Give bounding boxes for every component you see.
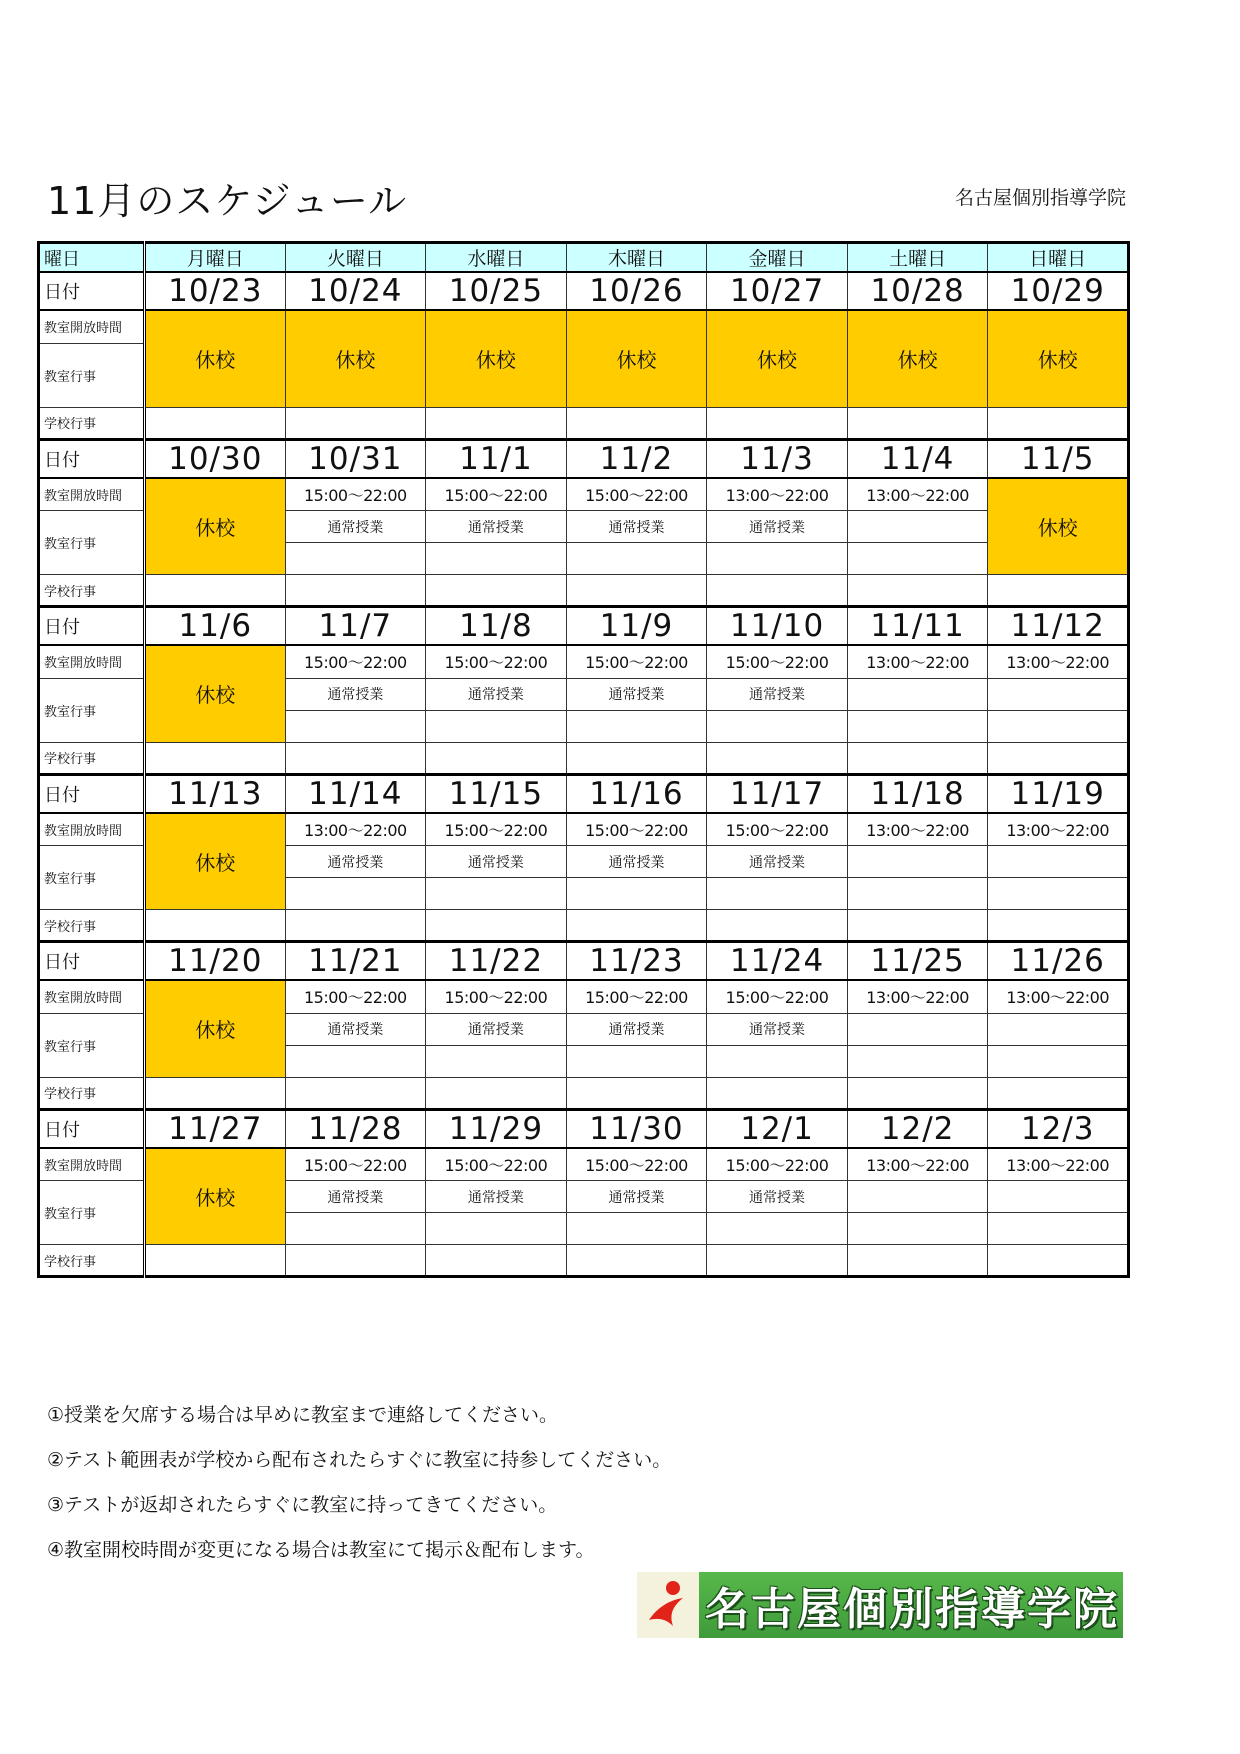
logo-mark-icon	[637, 1572, 699, 1638]
classroom-event-extra-cell	[566, 878, 707, 910]
date-cell: 10/24	[285, 272, 426, 310]
classroom-event-cell	[847, 511, 988, 543]
open-hours-cell: 13:00〜22:00	[988, 1148, 1129, 1181]
school-event-cell	[566, 910, 707, 942]
date-cell: 11/23	[566, 942, 707, 981]
date-row	[39, 942, 1129, 981]
date-cell: 11/8	[426, 607, 567, 646]
closed-cell: 休校	[145, 310, 286, 407]
school-events-label: 学校行事	[39, 575, 145, 607]
open-hours-row	[39, 1148, 1129, 1181]
school-events-row	[39, 910, 1129, 942]
date-cell: 10/31	[285, 439, 426, 478]
school-events-label: 学校行事	[39, 742, 145, 774]
closed-cell: 休校	[847, 310, 988, 407]
open-hours-cell: 15:00〜22:00	[426, 645, 567, 678]
classroom-event-extra-cell	[988, 878, 1129, 910]
open-hours-cell: 15:00〜22:00	[285, 1148, 426, 1181]
school-events-label: 学校行事	[39, 1077, 145, 1109]
date-cell: 11/30	[566, 1109, 707, 1148]
date-cell: 11/1	[426, 439, 567, 478]
school-logo	[637, 1572, 1123, 1638]
school-event-cell	[145, 1245, 286, 1277]
school-event-cell	[566, 1245, 707, 1277]
school-event-cell	[988, 910, 1129, 942]
classroom-event-extra-cell	[988, 710, 1129, 742]
open-hours-cell: 15:00〜22:00	[707, 813, 848, 846]
date-row	[39, 272, 1129, 310]
classroom-event-cell: 通常授業	[566, 846, 707, 878]
classroom-event-cell: 通常授業	[426, 846, 567, 878]
weekday-label: 曜日	[39, 243, 145, 273]
open-hours-label: 教室開放時間	[39, 980, 145, 1013]
classroom-event-extra-cell	[707, 1213, 848, 1245]
open-hours-cell: 15:00〜22:00	[707, 1148, 848, 1181]
school-event-cell	[707, 910, 848, 942]
school-events-row	[39, 742, 1129, 774]
date-cell: 11/7	[285, 607, 426, 646]
open-hours-label: 教室開放時間	[39, 478, 145, 511]
note-item: ③テストが返却されたらすぐに教室に持ってきてください。	[47, 1494, 558, 1516]
classroom-events-label: 教室行事	[39, 511, 145, 575]
open-hours-cell: 13:00〜22:00	[988, 813, 1129, 846]
open-hours-cell: 13:00〜22:00	[988, 980, 1129, 1013]
classroom-event-cell: 通常授業	[707, 1181, 848, 1213]
date-cell: 11/27	[145, 1109, 286, 1148]
closed-cell: 休校	[426, 310, 567, 407]
classroom-event-cell: 通常授業	[566, 678, 707, 710]
date-row	[39, 1109, 1129, 1148]
open-hours-cell: 13:00〜22:00	[847, 645, 988, 678]
open-hours-cell: 15:00〜22:00	[707, 980, 848, 1013]
classroom-event-extra-cell	[707, 543, 848, 575]
schedule-table	[37, 241, 1130, 1278]
date-cell: 11/14	[285, 774, 426, 813]
date-cell: 12/1	[707, 1109, 848, 1148]
date-row	[39, 439, 1129, 478]
open-hours-label: 教室開放時間	[39, 310, 145, 343]
school-events-label: 学校行事	[39, 407, 145, 439]
date-label: 日付	[39, 942, 145, 981]
open-hours-cell: 15:00〜22:00	[285, 478, 426, 511]
date-cell: 11/19	[988, 774, 1129, 813]
school-event-cell	[285, 575, 426, 607]
date-cell: 11/3	[707, 439, 848, 478]
classroom-event-cell: 通常授業	[707, 511, 848, 543]
school-event-cell	[847, 910, 988, 942]
open-hours-cell: 13:00〜22:00	[847, 980, 988, 1013]
classroom-event-cell: 通常授業	[707, 846, 848, 878]
note-item: ①授業を欠席する場合は早めに教室まで連絡してください。	[47, 1404, 559, 1426]
school-event-cell	[707, 742, 848, 774]
school-events-row	[39, 1245, 1129, 1277]
date-cell: 11/21	[285, 942, 426, 981]
school-event-cell	[426, 1077, 567, 1109]
school-event-cell	[988, 575, 1129, 607]
closed-cell: 休校	[285, 310, 426, 407]
date-cell: 11/24	[707, 942, 848, 981]
classroom-event-cell: 通常授業	[566, 1013, 707, 1045]
date-cell: 11/20	[145, 942, 286, 981]
date-cell: 11/9	[566, 607, 707, 646]
open-hours-cell: 15:00〜22:00	[566, 1148, 707, 1181]
classroom-events-label: 教室行事	[39, 1181, 145, 1245]
open-hours-cell: 15:00〜22:00	[426, 813, 567, 846]
date-cell: 11/5	[988, 439, 1129, 478]
classroom-event-cell	[847, 1181, 988, 1213]
date-cell: 11/28	[285, 1109, 426, 1148]
closed-cell: 休校	[566, 310, 707, 407]
school-event-cell	[566, 1077, 707, 1109]
school-events-row	[39, 575, 1129, 607]
date-cell: 11/4	[847, 439, 988, 478]
classroom-events-label: 教室行事	[39, 1013, 145, 1077]
closed-cell: 休校	[988, 478, 1129, 575]
classroom-events-label: 教室行事	[39, 678, 145, 742]
school-event-cell	[426, 742, 567, 774]
school-event-cell	[145, 407, 286, 439]
open-hours-cell: 15:00〜22:00	[566, 478, 707, 511]
classroom-event-extra-cell	[285, 710, 426, 742]
date-label: 日付	[39, 1109, 145, 1148]
school-events-label: 学校行事	[39, 1245, 145, 1277]
school-event-cell	[847, 575, 988, 607]
classroom-event-extra-cell	[426, 1045, 567, 1077]
classroom-event-extra-cell	[285, 1213, 426, 1245]
weekday-cell: 月曜日	[145, 243, 286, 273]
date-cell: 11/6	[145, 607, 286, 646]
closed-cell: 休校	[145, 1148, 286, 1245]
date-cell: 11/16	[566, 774, 707, 813]
open-hours-cell: 15:00〜22:00	[285, 645, 426, 678]
weekday-cell: 土曜日	[847, 243, 988, 273]
school-event-cell	[988, 1245, 1129, 1277]
note-item: ④教室開校時間が変更になる場合は教室にて掲示＆配布します。	[47, 1539, 595, 1561]
date-cell: 12/3	[988, 1109, 1129, 1148]
open-hours-cell: 15:00〜22:00	[426, 980, 567, 1013]
date-cell: 11/15	[426, 774, 567, 813]
classroom-event-extra-cell	[285, 543, 426, 575]
date-cell: 10/29	[988, 272, 1129, 310]
classroom-event-cell: 通常授業	[285, 678, 426, 710]
classroom-event-extra-cell	[566, 1213, 707, 1245]
date-label: 日付	[39, 607, 145, 646]
classroom-event-cell: 通常授業	[566, 511, 707, 543]
classroom-event-cell	[988, 1013, 1129, 1045]
school-event-cell	[426, 575, 567, 607]
date-cell: 11/22	[426, 942, 567, 981]
classroom-events-label: 教室行事	[39, 343, 145, 407]
classroom-event-extra-cell	[847, 1045, 988, 1077]
date-cell: 10/25	[426, 272, 567, 310]
date-cell: 11/18	[847, 774, 988, 813]
date-cell: 11/13	[145, 774, 286, 813]
classroom-event-extra-cell	[707, 878, 848, 910]
date-cell: 11/29	[426, 1109, 567, 1148]
classroom-event-extra-cell	[988, 1213, 1129, 1245]
closed-cell: 休校	[707, 310, 848, 407]
closed-cell: 休校	[145, 813, 286, 910]
open-hours-row	[39, 813, 1129, 846]
school-event-cell	[145, 742, 286, 774]
open-hours-cell: 15:00〜22:00	[707, 645, 848, 678]
date-label: 日付	[39, 439, 145, 478]
classroom-event-extra-cell	[566, 710, 707, 742]
date-label: 日付	[39, 774, 145, 813]
school-event-cell	[707, 575, 848, 607]
date-label: 日付	[39, 272, 145, 310]
closed-cell: 休校	[145, 645, 286, 742]
open-hours-cell: 15:00〜22:00	[566, 980, 707, 1013]
note-item: ②テスト範囲表が学校から配布されたらすぐに教室に持参してください。	[47, 1449, 672, 1471]
classroom-event-cell	[988, 678, 1129, 710]
classroom-event-cell: 通常授業	[707, 678, 848, 710]
classroom-event-cell	[847, 678, 988, 710]
classroom-event-extra-cell	[426, 1213, 567, 1245]
classroom-event-cell	[847, 1013, 988, 1045]
classroom-event-extra-cell	[426, 878, 567, 910]
date-cell: 10/26	[566, 272, 707, 310]
open-hours-cell: 15:00〜22:00	[285, 980, 426, 1013]
school-event-cell	[847, 407, 988, 439]
school-event-cell	[988, 407, 1129, 439]
school-event-cell	[988, 1077, 1129, 1109]
notes	[47, 1393, 671, 1573]
date-cell: 11/2	[566, 439, 707, 478]
open-hours-row	[39, 478, 1129, 511]
open-hours-label: 教室開放時間	[39, 645, 145, 678]
weekday-cell: 日曜日	[988, 243, 1129, 273]
school-event-cell	[566, 742, 707, 774]
date-cell: 11/25	[847, 942, 988, 981]
open-hours-label: 教室開放時間	[39, 813, 145, 846]
classroom-event-cell: 通常授業	[707, 1013, 848, 1045]
classroom-event-cell: 通常授業	[426, 678, 567, 710]
date-cell: 10/23	[145, 272, 286, 310]
date-cell: 10/28	[847, 272, 988, 310]
classroom-event-cell: 通常授業	[426, 511, 567, 543]
closed-cell: 休校	[988, 310, 1129, 407]
classroom-event-extra-cell	[847, 543, 988, 575]
classroom-event-extra-cell	[426, 710, 567, 742]
classroom-event-extra-cell	[847, 878, 988, 910]
classroom-event-cell: 通常授業	[426, 1181, 567, 1213]
school-event-cell	[145, 575, 286, 607]
open-hours-row	[39, 980, 1129, 1013]
page-title: 11月のスケジュール	[47, 179, 408, 223]
school-event-cell	[145, 1077, 286, 1109]
closed-cell: 休校	[145, 478, 286, 575]
open-hours-cell: 15:00〜22:00	[566, 813, 707, 846]
classroom-event-extra-cell	[707, 710, 848, 742]
classroom-event-cell: 通常授業	[426, 1013, 567, 1045]
classroom-event-cell: 通常授業	[285, 1181, 426, 1213]
open-hours-cell: 13:00〜22:00	[707, 478, 848, 511]
date-cell: 12/2	[847, 1109, 988, 1148]
school-event-cell	[426, 407, 567, 439]
school-event-cell	[707, 1077, 848, 1109]
school-events-row	[39, 407, 1129, 439]
school-event-cell	[988, 742, 1129, 774]
classroom-event-extra-cell	[566, 1045, 707, 1077]
open-hours-cell: 15:00〜22:00	[426, 1148, 567, 1181]
school-event-cell	[426, 910, 567, 942]
classroom-event-cell	[847, 846, 988, 878]
school-name: 名古屋個別指導学院	[955, 187, 1127, 209]
school-event-cell	[426, 1245, 567, 1277]
weekday-header-row	[39, 243, 1129, 273]
open-hours-row	[39, 310, 1129, 343]
classroom-events-label: 教室行事	[39, 846, 145, 910]
open-hours-cell: 13:00〜22:00	[988, 645, 1129, 678]
classroom-event-cell	[988, 846, 1129, 878]
school-event-cell	[285, 407, 426, 439]
classroom-event-cell: 通常授業	[285, 511, 426, 543]
school-event-cell	[145, 910, 286, 942]
date-cell: 11/10	[707, 607, 848, 646]
school-event-cell	[847, 1077, 988, 1109]
open-hours-cell: 13:00〜22:00	[847, 1148, 988, 1181]
open-hours-cell: 15:00〜22:00	[566, 645, 707, 678]
classroom-event-cell: 通常授業	[566, 1181, 707, 1213]
classroom-event-cell: 通常授業	[285, 1013, 426, 1045]
weekday-cell: 火曜日	[285, 243, 426, 273]
date-cell: 10/27	[707, 272, 848, 310]
date-cell: 11/26	[988, 942, 1129, 981]
open-hours-cell: 13:00〜22:00	[847, 813, 988, 846]
classroom-event-extra-cell	[847, 710, 988, 742]
date-row	[39, 607, 1129, 646]
school-event-cell	[847, 1245, 988, 1277]
logo-text: 名古屋個別指導学院	[705, 1584, 1119, 1635]
classroom-event-extra-cell	[988, 1045, 1129, 1077]
school-event-cell	[707, 1245, 848, 1277]
school-event-cell	[285, 742, 426, 774]
open-hours-cell: 15:00〜22:00	[426, 478, 567, 511]
classroom-event-extra-cell	[707, 1045, 848, 1077]
school-event-cell	[707, 407, 848, 439]
date-cell: 11/17	[707, 774, 848, 813]
date-cell: 10/30	[145, 439, 286, 478]
date-cell: 11/12	[988, 607, 1129, 646]
classroom-event-extra-cell	[566, 543, 707, 575]
school-event-cell	[285, 1077, 426, 1109]
school-event-cell	[566, 575, 707, 607]
school-event-cell	[847, 742, 988, 774]
weekday-cell: 木曜日	[566, 243, 707, 273]
open-hours-cell: 13:00〜22:00	[847, 478, 988, 511]
classroom-event-cell: 通常授業	[285, 846, 426, 878]
school-events-row	[39, 1077, 1129, 1109]
weekday-cell: 水曜日	[426, 243, 567, 273]
classroom-event-extra-cell	[285, 1045, 426, 1077]
classroom-event-extra-cell	[426, 543, 567, 575]
school-event-cell	[285, 910, 426, 942]
date-row	[39, 774, 1129, 813]
classroom-event-extra-cell	[847, 1213, 988, 1245]
closed-cell: 休校	[145, 980, 286, 1077]
classroom-event-cell	[988, 1181, 1129, 1213]
date-cell: 11/11	[847, 607, 988, 646]
weekday-cell: 金曜日	[707, 243, 848, 273]
classroom-event-extra-cell	[285, 878, 426, 910]
school-events-label: 学校行事	[39, 910, 145, 942]
school-event-cell	[566, 407, 707, 439]
open-hours-row	[39, 645, 1129, 678]
open-hours-cell: 13:00〜22:00	[285, 813, 426, 846]
open-hours-label: 教室開放時間	[39, 1148, 145, 1181]
school-event-cell	[285, 1245, 426, 1277]
